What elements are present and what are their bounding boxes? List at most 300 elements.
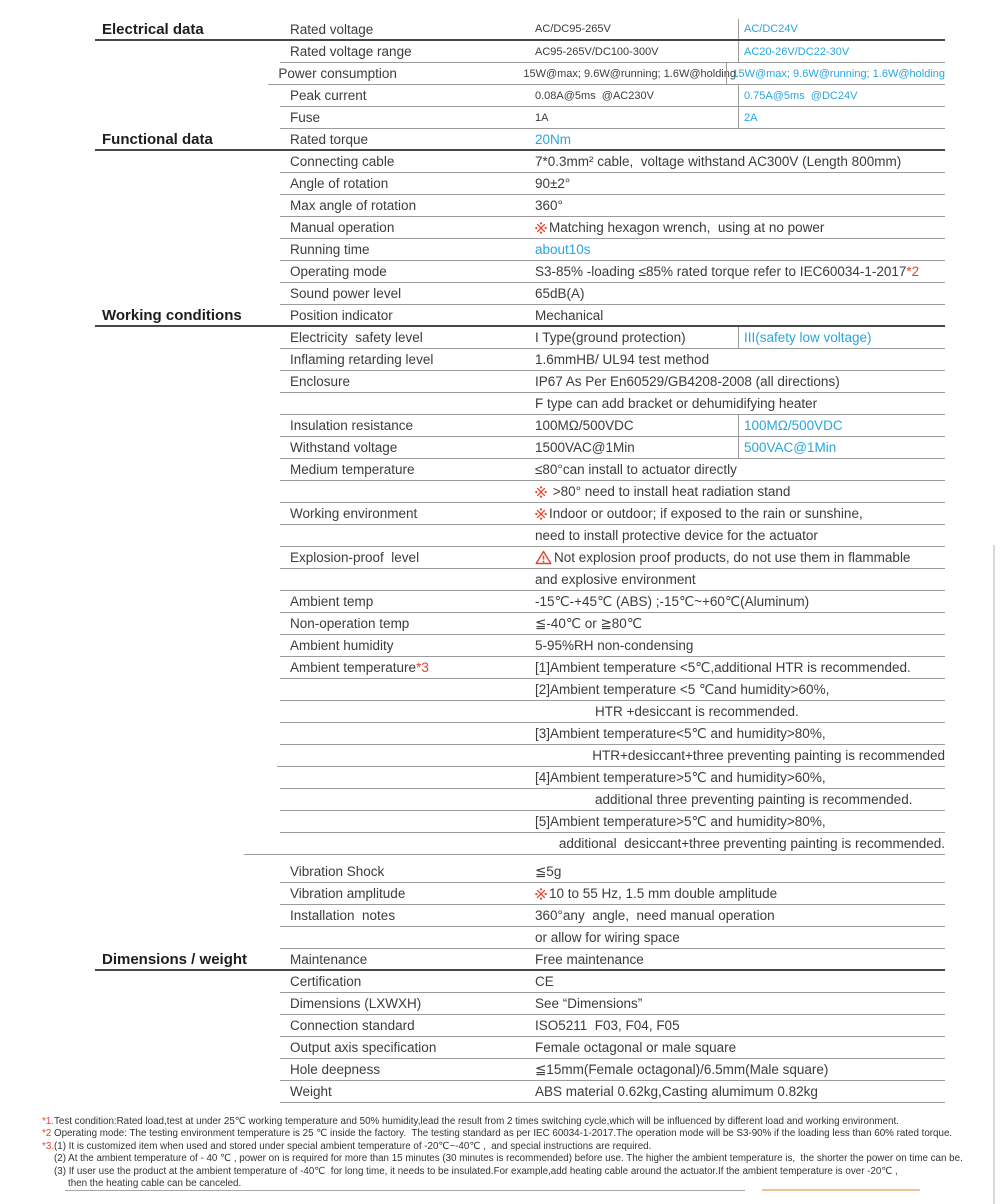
table-row	[95, 883, 945, 905]
value-text: Female octagonal or male square	[535, 1040, 737, 1055]
row-label	[280, 459, 535, 480]
section-label	[95, 437, 280, 459]
row-body	[244, 833, 945, 855]
row-label	[280, 261, 535, 282]
table-row	[95, 993, 945, 1015]
row-label-text: Running time	[290, 242, 370, 257]
row-values	[535, 19, 945, 39]
row-values	[535, 217, 945, 238]
row-body	[280, 861, 945, 883]
table-row	[95, 1081, 945, 1103]
row-body	[280, 547, 945, 569]
table-row	[95, 789, 945, 811]
table-row	[95, 41, 945, 63]
value-cell	[535, 261, 919, 282]
row-body	[280, 613, 945, 635]
row-label	[280, 349, 535, 370]
row-body	[280, 239, 945, 261]
value-cell	[532, 745, 945, 766]
row-values	[535, 1081, 945, 1102]
row-label-text: Connecting cable	[290, 154, 395, 169]
row-values	[535, 85, 945, 106]
section-label	[95, 927, 280, 949]
section-label	[95, 283, 280, 305]
table-row	[95, 723, 945, 745]
section-label	[95, 1037, 280, 1059]
row-label-text: Rated torque	[290, 131, 369, 147]
value-text: 100MΩ/500VDC	[535, 418, 634, 433]
section-label	[95, 173, 280, 195]
footnote-line	[42, 1153, 982, 1165]
value-text: CE	[535, 974, 554, 989]
section-label	[95, 635, 280, 657]
row-body	[280, 151, 945, 173]
value-text: 1500VAC@1Min	[535, 440, 635, 455]
row-label	[280, 129, 535, 149]
row-label-text: Rated voltage range	[290, 44, 412, 59]
row-label	[280, 811, 535, 832]
row-label	[280, 195, 535, 216]
value-text: >80° need to install heat radiation stand	[549, 484, 791, 499]
value-cell	[535, 905, 775, 926]
row-label	[280, 173, 535, 194]
row-values	[535, 459, 945, 480]
page-edge-line	[993, 545, 995, 1204]
row-label	[280, 393, 535, 414]
value-cell	[535, 349, 709, 370]
value-text: [1]Ambient temperature <5℃,additional HTR is recommended.	[535, 659, 911, 675]
footnote-text: Operating mode: The testing environment temperature is 25 ℃ inside the factory. The testing standard as per IEC 60034-1-2017.The operation mode will be S3-90% if the loading less than 60% rated torque.	[51, 1128, 953, 1140]
value-cell	[535, 569, 696, 590]
row-label-text: Weight	[290, 1084, 332, 1099]
value-text: ≦-40℃ or ≧80℃	[535, 615, 642, 631]
row-label	[280, 305, 535, 325]
value-text: Mechanical	[535, 307, 604, 323]
section-label	[95, 591, 280, 613]
footnote-marker: *2	[42, 1128, 52, 1140]
value-text: ≤80°can install to actuator directly	[535, 462, 737, 477]
section-label	[95, 305, 280, 325]
value-cell	[535, 85, 738, 106]
value-cell	[738, 415, 945, 436]
section-label	[95, 833, 244, 855]
value-cell	[523, 63, 736, 84]
value-cell	[535, 949, 644, 969]
section-label	[95, 861, 280, 883]
row-values	[535, 41, 945, 62]
row-values	[535, 1037, 945, 1058]
table-row	[95, 679, 945, 701]
row-body	[280, 305, 945, 325]
row-label	[280, 1037, 535, 1058]
row-body	[280, 927, 945, 949]
row-label	[277, 745, 532, 766]
row-label	[268, 63, 523, 84]
section-label	[95, 547, 280, 569]
value-cell	[535, 525, 818, 546]
row-label-text: Medium temperature	[290, 462, 415, 477]
row-values	[535, 701, 945, 722]
row-label	[280, 525, 535, 546]
row-label-text: Operating mode	[290, 264, 387, 279]
row-label-text: Vibration Shock	[290, 864, 385, 879]
footnote-text: (1) It is customized item when used and stored under special ambient temperature of -20℃~-40℃ , and special instructions are required.	[53, 1140, 652, 1152]
row-values	[535, 993, 945, 1014]
value-cell	[535, 19, 738, 39]
footnote-marker: *1.	[42, 1116, 54, 1127]
row-values	[523, 63, 945, 84]
row-label-text: Max angle of rotation	[290, 198, 417, 213]
value-text: [5]Ambient temperature>5℃ and humidity>80%,	[535, 813, 826, 829]
row-label	[280, 283, 535, 304]
row-body	[280, 811, 945, 833]
row-values	[535, 767, 945, 788]
value-text: [3]Ambient temperature<5℃ and humidity>80%,	[535, 725, 826, 741]
value-cell	[535, 927, 680, 948]
row-values	[535, 393, 945, 414]
row-label-text: Peak current	[290, 88, 367, 103]
value-cell	[535, 591, 809, 612]
value-text: Indoor or outdoor; if exposed to the rain or sunshine,	[549, 506, 863, 521]
row-values	[535, 195, 945, 216]
row-values	[535, 905, 945, 926]
table-row	[95, 833, 945, 855]
table-row	[95, 151, 945, 173]
value-cell	[535, 767, 826, 788]
value-text: 360°	[535, 198, 563, 213]
section-label	[95, 415, 280, 437]
section-label	[95, 459, 280, 481]
table-row	[95, 635, 945, 657]
section-label	[95, 19, 280, 39]
section-label	[95, 657, 280, 679]
row-label	[280, 415, 535, 436]
table-row	[95, 811, 945, 833]
row-values	[535, 129, 945, 149]
reference-mark-icon	[535, 888, 547, 900]
table-row	[95, 327, 945, 349]
table-row	[95, 261, 945, 283]
row-body	[280, 393, 945, 415]
row-label-text: Power consumption	[278, 66, 397, 81]
row-body	[280, 635, 945, 657]
row-body	[280, 503, 945, 525]
row-body	[280, 569, 945, 591]
row-values	[535, 283, 945, 304]
table-row	[95, 927, 945, 949]
value-cell	[535, 1059, 828, 1080]
row-label	[280, 239, 535, 260]
table-row	[95, 657, 945, 679]
value-cell	[738, 41, 945, 62]
row-values	[535, 811, 945, 832]
row-label	[280, 949, 535, 969]
row-body	[280, 905, 945, 927]
table-row	[95, 701, 945, 723]
row-body	[280, 459, 945, 481]
table-row	[95, 19, 945, 41]
value-cell	[535, 393, 817, 414]
row-body	[280, 679, 945, 701]
section-label	[95, 151, 280, 173]
row-label-text: Vibration amplitude	[290, 886, 406, 901]
section-label	[95, 525, 280, 547]
value-text: AC20-26V/DC22-30V	[744, 45, 850, 58]
table-row	[95, 745, 945, 767]
value-cell	[535, 129, 571, 149]
table-row	[95, 481, 945, 503]
value-cell	[535, 613, 642, 634]
table-row	[95, 459, 945, 481]
section-label	[95, 85, 280, 107]
section-label	[95, 1059, 280, 1081]
row-body	[280, 217, 945, 239]
value-text: F type can add bracket or dehumidifying heater	[535, 396, 818, 411]
row-label	[280, 371, 535, 392]
section-title: Dimensions / weight	[102, 950, 248, 968]
row-label	[280, 1015, 535, 1036]
row-label-text: Rated voltage	[290, 21, 374, 37]
section-label	[95, 789, 280, 811]
row-label	[280, 679, 535, 700]
value-cell	[726, 63, 945, 84]
section-label	[95, 63, 268, 85]
section-label	[95, 195, 280, 217]
row-body	[280, 993, 945, 1015]
section-label	[95, 371, 280, 393]
row-body	[280, 349, 945, 371]
row-body	[277, 745, 945, 767]
value-cell	[535, 635, 693, 656]
row-label-text: Manual operation	[290, 220, 395, 235]
row-values	[535, 971, 945, 992]
row-body	[280, 883, 945, 905]
row-label-text: Sound power level	[290, 286, 402, 301]
row-values	[535, 415, 945, 436]
section-label	[95, 569, 280, 591]
row-values	[535, 569, 945, 590]
table-row	[95, 949, 945, 971]
value-cell	[535, 481, 790, 502]
row-body	[280, 1059, 945, 1081]
value-text: about10s	[535, 242, 591, 257]
row-values	[535, 107, 945, 128]
section-label	[95, 41, 280, 63]
value-cell	[738, 437, 945, 458]
value-cell	[535, 305, 603, 325]
table-row	[95, 525, 945, 547]
value-text: and explosive environment	[535, 572, 696, 587]
footer-rule-gray	[65, 1190, 745, 1191]
row-values	[535, 481, 945, 502]
value-text: additional three preventing painting is recommended.	[595, 792, 913, 807]
footnotes	[42, 1116, 982, 1190]
row-label	[280, 905, 535, 926]
row-label-text: Angle of rotation	[290, 176, 389, 191]
row-body	[280, 415, 945, 437]
row-body	[280, 767, 945, 789]
spec-table	[0, 19, 945, 1103]
row-body	[280, 789, 945, 811]
row-body	[280, 107, 945, 129]
row-values	[535, 949, 945, 969]
value-cell	[535, 459, 737, 480]
row-body	[280, 19, 945, 39]
value-text: additional desiccant+three preventing painting is recommended.	[558, 836, 945, 851]
footnote-text: Test condition:Rated load,test at under 25℃ working temperature and 50% humidity,lead the result from 2 times switching cycle,which will be influenced by different load and working environment.	[53, 1116, 899, 1127]
row-body	[280, 85, 945, 107]
value-text: [4]Ambient temperature>5℃ and humidity>60%,	[535, 769, 826, 785]
row-body	[280, 129, 945, 149]
table-row	[95, 63, 945, 85]
row-label-text: Connection standard	[290, 1018, 415, 1033]
warning-triangle-icon	[535, 550, 552, 565]
row-label-text: Maintenance	[290, 951, 368, 967]
value-cell	[535, 547, 910, 568]
value-text: Free maintenance	[535, 951, 644, 967]
table-row	[95, 971, 945, 993]
row-values	[535, 151, 945, 172]
row-label	[280, 107, 535, 128]
table-row	[95, 173, 945, 195]
row-values	[535, 547, 945, 568]
row-values	[535, 861, 945, 882]
row-values	[535, 723, 945, 744]
row-body	[280, 591, 945, 613]
value-text: HTR+desiccant+three preventing painting is recommended	[592, 748, 945, 763]
table-row	[95, 217, 945, 239]
row-label-text: Ambient temp	[290, 594, 374, 609]
section-label	[95, 1081, 280, 1103]
value-text: 1.6mmHB/ UL94 test method	[535, 352, 710, 367]
footnote-text: (3) If user use the product at the ambient temperature of -40℃ for long time, it needs to be insulated.For example,add heating cable around the actuator.If the ambient temperature is over -20℃ ,	[54, 1165, 898, 1177]
value-cell	[535, 41, 738, 62]
row-body	[280, 481, 945, 503]
row-body	[268, 63, 945, 85]
row-label	[280, 85, 535, 106]
row-label	[280, 927, 535, 948]
row-body	[280, 657, 945, 679]
value-text: 15W@max; 9.6W@running; 1.6W@holding	[732, 67, 945, 80]
value-text: AC/DC95-265V	[535, 23, 611, 35]
row-label	[280, 503, 535, 524]
value-text: III(safety low voltage)	[744, 330, 872, 345]
table-row	[95, 239, 945, 261]
row-values	[535, 173, 945, 194]
value-text: 5-95%RH non-condensing	[535, 638, 694, 653]
section-label	[95, 261, 280, 283]
table-row	[95, 1015, 945, 1037]
value-cell	[738, 85, 945, 106]
value-text: Not explosion proof products, do not use them in flammable	[554, 550, 911, 565]
value-cell	[535, 1081, 818, 1102]
row-body	[280, 1015, 945, 1037]
row-label	[280, 635, 535, 656]
value-cell	[738, 19, 945, 39]
row-values	[535, 613, 945, 634]
section-label	[95, 393, 280, 415]
table-row	[95, 547, 945, 569]
table-row	[95, 613, 945, 635]
row-label-text: Installation notes	[290, 908, 396, 923]
row-values	[499, 833, 945, 854]
row-values	[535, 1059, 945, 1080]
section-label	[95, 1015, 280, 1037]
table-row	[95, 905, 945, 927]
value-text: 7*0.3mm² cable, voltage withstand AC300V (Length 800mm)	[535, 154, 902, 169]
value-text: ≦5g	[535, 863, 562, 879]
row-label-text: Ambient humidity	[290, 638, 394, 653]
value-text: 500VAC@1Min	[744, 440, 837, 455]
row-label-text: Dimensions (LXWXH)	[290, 996, 422, 1011]
section-title: Electrical data	[102, 20, 204, 38]
section-label	[95, 239, 280, 261]
row-body	[280, 261, 945, 283]
value-text: or allow for wiring space	[535, 930, 680, 945]
section-label	[95, 993, 280, 1015]
table-row	[95, 349, 945, 371]
value-cell	[535, 371, 840, 392]
section-label	[95, 811, 280, 833]
row-label	[280, 1081, 535, 1102]
value-cell	[535, 151, 901, 172]
row-values	[535, 679, 945, 700]
value-cell	[535, 195, 563, 216]
reference-mark-icon	[535, 486, 547, 498]
row-values	[535, 349, 945, 370]
table-row	[95, 393, 945, 415]
value-cell	[535, 503, 863, 524]
value-cell	[535, 971, 554, 992]
row-label	[280, 217, 535, 238]
value-cell	[535, 107, 738, 128]
footnote-marker: *3.	[42, 1140, 54, 1152]
value-cell	[535, 701, 799, 722]
row-label-text: Electricity safety level	[290, 330, 423, 345]
row-body	[280, 283, 945, 305]
row-values	[535, 239, 945, 260]
section-label	[95, 745, 277, 767]
row-values	[535, 371, 945, 392]
value-text: 1A	[535, 111, 549, 124]
section-label	[95, 679, 280, 701]
value-text: See “Dimensions”	[535, 996, 643, 1011]
row-label-text: Explosion-proof level	[290, 550, 420, 565]
value-text: ≦15mm(Female octagonal)/6.5mm(Male square)	[535, 1061, 829, 1077]
value-text: 2A	[744, 111, 758, 124]
table-row	[95, 195, 945, 217]
row-label	[280, 19, 535, 39]
row-values	[535, 261, 945, 282]
section-label	[95, 217, 280, 239]
section-label	[95, 971, 280, 993]
value-text: 20Nm	[535, 131, 572, 147]
value-cell	[535, 437, 738, 458]
section-label	[95, 327, 280, 349]
row-body	[280, 1081, 945, 1103]
row-label	[280, 437, 535, 458]
row-values	[535, 327, 945, 348]
value-cell	[535, 239, 591, 260]
row-label	[280, 701, 535, 722]
value-cell	[535, 1015, 680, 1036]
value-text: -15℃-+45℃ (ABS) ;-15℃~+60℃(Aluminum)	[535, 593, 810, 609]
value-cell	[535, 883, 777, 904]
row-label	[280, 151, 535, 172]
row-label	[280, 657, 535, 678]
section-label	[95, 613, 280, 635]
row-label	[280, 767, 535, 788]
